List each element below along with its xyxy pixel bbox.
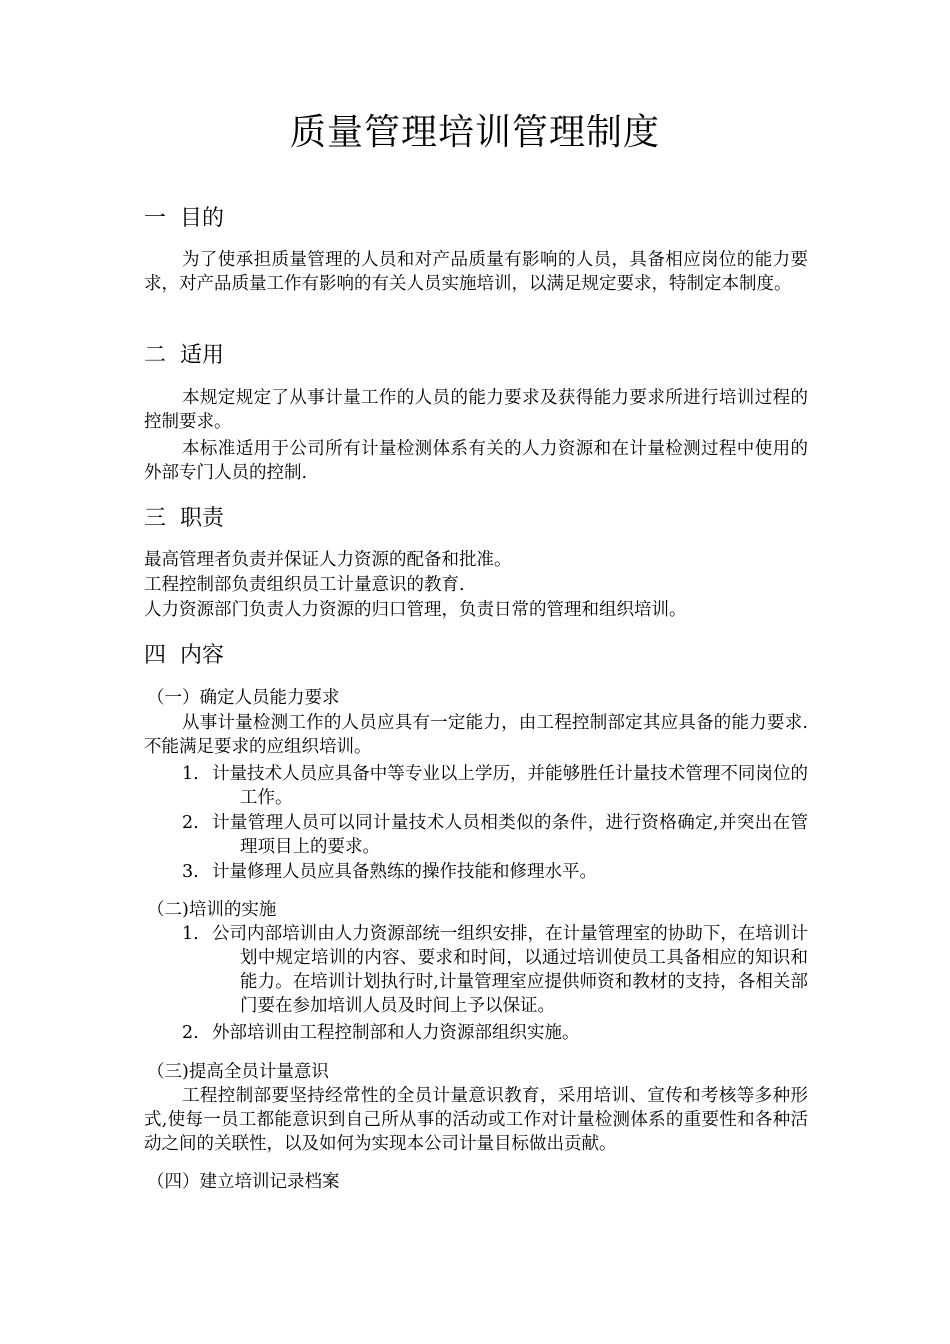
list-item-number: 3.	[182, 862, 199, 882]
subsection-title-1: （一）确定人员能力要求	[147, 688, 340, 708]
section-heading-purpose	[144, 204, 224, 234]
section-heading-scope	[144, 341, 224, 371]
subsection-title-3: （三)提高全员计量意识	[147, 1062, 329, 1082]
list-item-text: 外部培训由工程控制部和人力资源部组织实施。	[212, 1023, 580, 1043]
list-item-number: 1.	[182, 764, 199, 784]
section-title: 目的	[180, 206, 225, 231]
list-item-text: 计量修理人员应具备熟练的操作技能和修理水平。	[212, 862, 597, 882]
section-number: 二	[144, 343, 167, 368]
section-title: 内容	[180, 643, 225, 668]
section-heading-contents	[144, 641, 224, 671]
list-item	[182, 1021, 808, 1045]
subsection-title-2: （二)培训的实施	[147, 900, 277, 920]
document-title: 质量管理培训管理制度	[289, 112, 660, 153]
section-number: 一	[144, 206, 167, 231]
list-item-number: 1.	[182, 924, 199, 944]
subsection-1-paragraph: 从事计量检测工作的人员应具有一定能力，由工程控制部定其应具备的能力要求.不能满足要求的应组织培训。	[144, 713, 808, 757]
list-item	[182, 860, 808, 884]
list-item	[182, 811, 808, 859]
list-item-text: 公司内部培训由人力资源部统一组织安排，在计量管理室的协助下，在培训计划中规定培训的内容、要求和时间，以通过培训使员工具备相应的知识和能力。在培训计划执行时,计量管理室应提供师资和教材的支持，各相关部门要在参加培训人员及时间上予以保证。	[212, 924, 808, 1016]
section-title: 适用	[180, 343, 225, 368]
purpose-paragraph: 为了使承担质量管理的人员和对产品质量有影响的人员，具备相应岗位的能力要求，对产品质量工作有影响的有关人员实施培训，以满足规定要求，特制定本制度。	[144, 250, 808, 294]
list-item-text: 计量管理人员可以同计量技术人员相类似的条件，进行资格确定,并突出在管理项目上的要求。	[212, 813, 808, 857]
subsection-title-4: （四）建立培训记录档案	[147, 1172, 340, 1192]
responsibility-line-1: 最高管理者负责并保证人力资源的配备和批准。	[144, 550, 512, 570]
section-number: 三	[144, 506, 167, 531]
section-title: 职责	[180, 506, 225, 531]
responsibility-line-2: 工程控制部负责组织员工计量意识的教育.	[144, 575, 465, 595]
list-item	[182, 922, 808, 1018]
list-item-text: 计量技术人员应具备中等专业以上学历，并能够胜任计量技术管理不同岗位的工作。	[212, 764, 808, 808]
list-item-number: 2.	[182, 813, 199, 833]
section-heading-responsibilities	[144, 504, 224, 534]
scope-paragraph-1: 本规定规定了从事计量工作的人员的能力要求及获得能力要求所进行培训过程的控制要求。	[144, 388, 808, 432]
subsection-3-paragraph: 工程控制部要坚持经常性的全员计量意识教育，采用培训、宣传和考核等多种形式,使每一员工都能意识到自己所从事的活动或工作对计量检测体系的重要性和各种活动之间的关联性，以及如何为实现本公司计量目标做出贡献。	[144, 1086, 808, 1154]
scope-paragraph-2: 本标准适用于公司所有计量检测体系有关的人力资源和在计量检测过程中使用的外部专门人员的控制.	[144, 439, 808, 483]
section-number: 四	[144, 643, 167, 668]
responsibility-line-3: 人力资源部门负责人力资源的归口管理，负责日常的管理和组织培训。	[144, 600, 687, 620]
list-item-number: 2.	[182, 1023, 199, 1043]
list-item	[182, 762, 808, 810]
